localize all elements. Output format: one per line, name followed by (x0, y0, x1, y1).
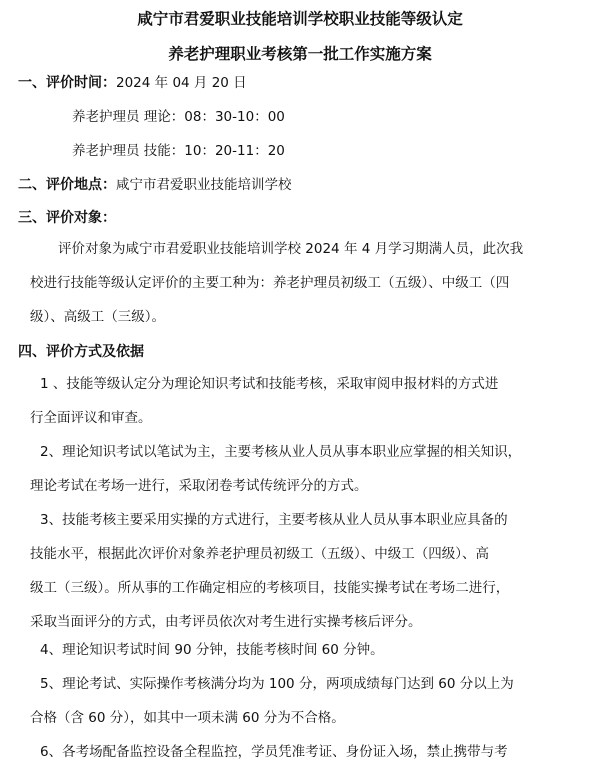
item-line: 3、技能考核主要采用实操的方式进行，主要考核从业人员从事本职业应具备的 (40, 512, 508, 528)
section-4-heading: 四、评价方式及依据 (18, 344, 144, 360)
item-line: 合格（含 60 分），如其中一项未满 60 分为不合格。 (30, 710, 345, 726)
section-1-heading: 一、评价时间： (18, 75, 116, 91)
evaluation-location: 咸宁市君爱职业技能培训学校 (116, 177, 292, 193)
section-4-item-2 (30, 435, 590, 503)
paragraph-line: 评价对象为咸宁市君爱职业技能培训学校 2024 年 4 月学习期满人员，此次我 (58, 241, 524, 257)
paragraph-line: 级）、高级工（三级）。 (30, 309, 165, 325)
section-3-heading: 三、评价对象： (18, 210, 116, 226)
item-line: 5、理论考试、实际操作考核满分均为 100 分，两项成绩每门达到 60 分以上为 (40, 676, 514, 692)
schedule-row-skill: 养老护理员 技能：10：20-11：20 (72, 143, 285, 159)
section-3-paragraph (30, 232, 590, 334)
section-4-item-4 (30, 633, 590, 667)
section-4-item-6 (30, 735, 590, 769)
document-title-line-2: 养老护理职业考核第一批工作实施方案 (168, 45, 432, 63)
section-2 (18, 175, 292, 195)
item-line: 采取当面评分的方式，由考评员依次对考生进行实操考核后评分。 (30, 614, 422, 630)
section-4-item-1 (30, 367, 590, 435)
document-title-line-1: 咸宁市君爱职业技能培训学校职业技能等级认定 (137, 10, 463, 28)
section-2-heading: 二、评价地点： (18, 177, 116, 193)
item-line: 理论考试在考场一进行，采取闭卷考试传统评分的方式。 (30, 478, 368, 494)
item-line: 6、各考场配备监控设备全程监控，学员凭准考证、身份证入场，禁止携带与考 (40, 744, 508, 760)
item-line: 级工（三级）。所从事的工作确定相应的考核项目，技能实操考试在考场二进行， (30, 580, 510, 596)
item-line: 1 、技能等级认定分为理论知识考试和技能考核，采取审阅申报材料的方式进 (40, 376, 499, 392)
item-line: 2、理论知识考试以笔试为主，主要考核从业人员从事本职业应掌握的相关知识， (40, 444, 522, 460)
section-4-item-5 (30, 667, 590, 735)
section-4-item-3 (30, 503, 590, 639)
section-1 (18, 73, 247, 93)
item-line: 技能水平，根据此次评价对象养老护理员初级工（五级）、中级工（四级）、高 (30, 546, 489, 562)
paragraph-line: 校进行技能等级认定评价的主要工种为：养老护理员初级工（五级）、中级工（四 (30, 275, 510, 291)
item-line: 行全面评议和审查。 (30, 410, 152, 426)
evaluation-date: 2024 年 04 月 20 日 (116, 75, 247, 91)
schedule-row-theory: 养老护理员 理论：08：30-10：00 (72, 109, 285, 125)
item-line: 4、理论知识考试时间 90 分钟，技能考核时间 60 分钟。 (40, 642, 384, 658)
